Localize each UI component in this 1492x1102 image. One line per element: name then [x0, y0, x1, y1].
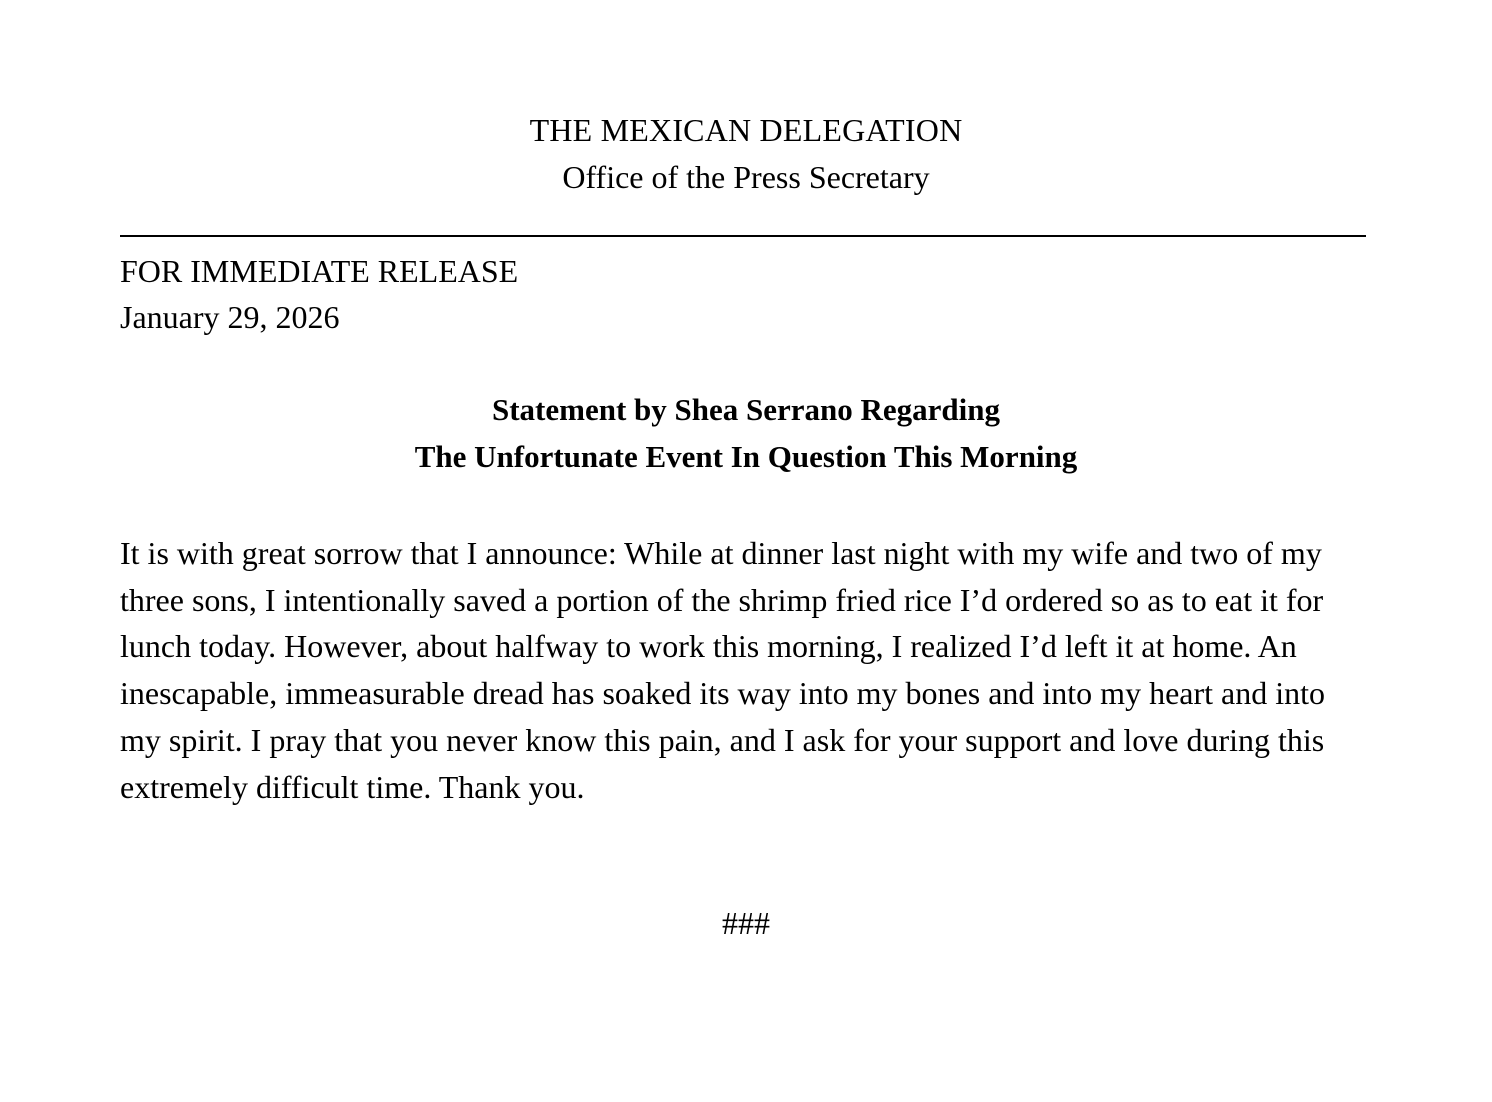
statement-body: It is with great sorrow that I announce: While at dinner last night with my wife and two of my three sons, I intentionally saved a portion of the shrimp fried rice I’d ordered so as to eat it for lunch today. However, about halfway to work this morning, I realized I’d left it at home. An inescapable, immeasurable dread has soaked its way into my bones and into my heart and into my spirit. I pray that you never know this pain, and I ask for your support and love during this extremely difficult time. Thank you.	[120, 535, 1325, 805]
organization-name: THE MEXICAN DELEGATION	[529, 112, 963, 148]
headline-line-1: Statement by Shea Serrano Regarding	[491, 392, 1001, 427]
office-name: Office of the Press Secretary	[562, 159, 930, 195]
end-mark: ###	[722, 905, 770, 941]
headline-line-2: The Unfortunate Event In Question This Morning	[414, 439, 1078, 474]
release-date: January 29, 2026	[120, 299, 340, 335]
release-label: FOR IMMEDIATE RELEASE	[120, 253, 519, 289]
header-divider	[120, 235, 1366, 237]
